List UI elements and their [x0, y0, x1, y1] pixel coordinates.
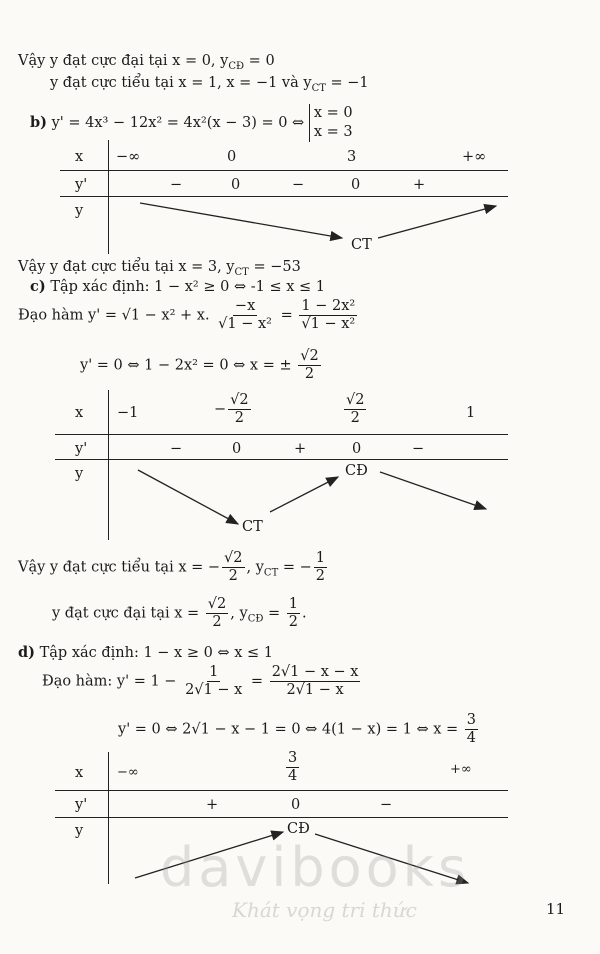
table-d-dy-header: y' [75, 797, 88, 813]
table-d-dy-value: − [380, 797, 393, 813]
table-c-min-label: CT [242, 519, 263, 535]
part-c-conclusion-min: Vậy y đạt cực tiểu tại x = − $\frac{√2}{2}$ , $y_{CT}$ = − $\frac{1}{2}$ [18, 550, 326, 584]
table-b-dy-value: 0 [351, 177, 361, 193]
part-a-conclusion-max: Vậy y đạt cực đại tại x = 0, $y_{CĐ} = 0$ [18, 53, 275, 72]
table-c-max-label: CĐ [345, 463, 368, 479]
page-number: 11 [546, 900, 566, 918]
table-b-y-header: y [75, 203, 84, 219]
table-d-x-header: x [75, 765, 84, 781]
table-d-x-start: −∞ [117, 765, 139, 780]
table-c-x-header: x [75, 405, 84, 421]
table-d-x-end: +∞ [450, 762, 472, 777]
table-b-dy-value: − [170, 177, 183, 193]
part-b-derivative: b) y' = 4x³ − 12x² = 4x²(x − 3) = 0 ⇔ x = 0 x = 3 [30, 105, 353, 140]
table-c-dy-value: − [412, 441, 425, 457]
part-a-conclusion-min: y đạt cực tiểu tại x = 1, x = −1 và $y_{CT} = -1$ [50, 75, 369, 94]
table-c-y-header: y [75, 466, 84, 482]
table-c-dy-value: + [294, 441, 307, 457]
part-d-domain: d) Tập xác định: 1 − x ≥ 0 ⇔ x ≤ 1 [18, 644, 273, 661]
part-c-domain: c) Tập xác định: 1 − x² ≥ 0 ⇔ -1 ≤ x ≤ 1 [30, 278, 325, 295]
part-d-derivative: Đạo hàm: y' = 1 − $\frac{1}{2√1 - x}$ = $\frac{2√1 - x - x}{2√1 - x}$ [42, 664, 359, 698]
table-c-x-neg-root: − $\frac{√2}{2}$ [214, 392, 249, 426]
table-d-max-label: CĐ [287, 821, 310, 837]
table-d-dy-value: 0 [291, 797, 301, 813]
table-b-x-header: x [75, 149, 84, 165]
table-d-x-mid: $\frac{3}{4}$ [288, 750, 298, 784]
table-c-x-start: −1 [117, 405, 139, 421]
table-d-y-header: y [75, 823, 84, 839]
table-b-min-label: CT [351, 237, 372, 253]
part-c-conclusion-max: y đạt cực đại tại x = $\frac{√2}{2}$ , $y_{CĐ}$ = $\frac{1}{2}$ . [52, 596, 307, 630]
table-b-x-value: +∞ [462, 149, 487, 165]
table-b-dy-value: + [413, 177, 426, 193]
table-b-x-value: 3 [347, 149, 357, 165]
table-c-x-pos-root: $\frac{√2}{2}$ [346, 392, 365, 426]
table-c-dy-value: 0 [232, 441, 242, 457]
table-b-x-value: −∞ [116, 149, 141, 165]
watermark-brand: davibooks [160, 836, 471, 899]
table-c-dy-header: y' [75, 441, 88, 457]
part-d-critical-point: y' = 0 ⇔ 2√1 − x − 1 = 0 ⇔ 4(1 − x) = 1 ⇔ x = $\frac{3}{4}$ [118, 712, 476, 746]
table-c-dy-value: 0 [352, 441, 362, 457]
part-b-conclusion: Vậy y đạt cực tiểu tại x = 3, $y_{CT} = -53$ [18, 259, 301, 278]
watermark-slogan: Khát vọng tri thức [232, 898, 417, 922]
table-c-x-end: 1 [466, 405, 476, 421]
table-b-dy-value: − [292, 177, 305, 193]
part-b-system: x = 0 x = 3 [309, 104, 353, 142]
table-c-dy-value: − [170, 441, 183, 457]
table-b-dy-header: y' [75, 177, 88, 193]
part-c-critical-points: y' = 0 ⇔ 1 − 2x² = 0 ⇔ x = ± $\frac{√2}{2}$ [80, 348, 319, 382]
table-d-dy-value: + [206, 797, 219, 813]
table-b-dy-value: 0 [231, 177, 241, 193]
part-c-derivative: Đạo hàm y' = √1 − x² + x. $\frac{-x}{\text{√1 − x²}}$ = $\frac{\text{1 − 2x²}}{\text{√1 − x²}}$ [18, 298, 356, 332]
table-b-x-value: 0 [227, 149, 237, 165]
